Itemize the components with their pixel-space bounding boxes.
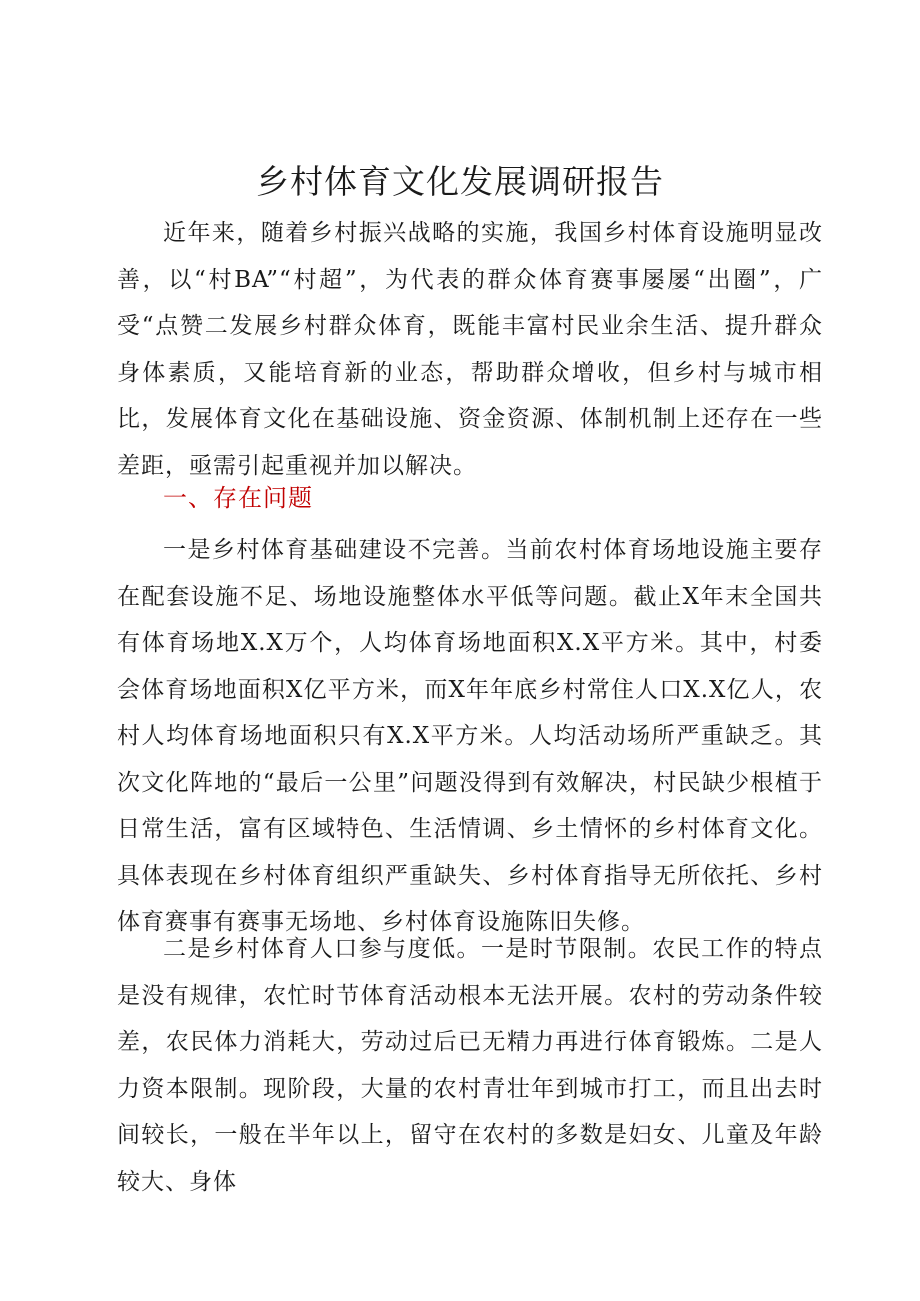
intro-paragraph: 近年来，随着乡村振兴战略的实施，我国乡村体育设施明显改善，以“村BA”“村超”，为代表的群众体育赛事屡屡“出圈”，广受“点赞二发展乡村群众体育，既能丰富村民业余生活、提升群众身体素质，又能培育新的业态，帮助群众增收，但乡村与城市相比，发展体育文化在基础设施、资金资源、体制机制上还存在一些差距，亟需引起重视并加以解决。 (117, 220, 823, 479)
body-paragraph-1: 一是乡村体育基础建设不完善。当前农村体育场地设施主要存在配套设施不足、场地设施整体水平低等问题。截止X年末全国共有体育场地X.X万个，人均体育场地面积X.X平方米。其中，村委会体育场地面积X亿平方米，而X年年底乡村常住人口X.X亿人，农村人均体育场地面积只有X.X平方米。人均活动场所严重缺乏。其次文化阵地的“最后一公里”问题没得到有效解决，村民缺少根植于日常生活，富有区域特色、生活情调、乡土情怀的乡村体育文化。具体表现在乡村体育组织严重缺失、乡村体育指导无所依托、乡村体育赛事有赛事无场地、乡村体育设施陈旧失修。 (117, 537, 823, 935)
body-paragraph-2: 二是乡村体育人口参与度低。一是时节限制。农民工作的特点是没有规律，农忙时节体育活动根本无法开展。农村的劳动条件较差，农民体力消耗大，劳动过后已无精力再进行体育锻炼。二是人力资本限制。现阶段，大量的农村青壮年到城市打工，而且出去时间较长，一般在半年以上，留守在农村的多数是妇女、儿童及年龄较大、身体 (117, 936, 823, 1195)
document-title: 乡村体育文化发展调研报告 (256, 162, 664, 201)
section-heading: 一、存在问题 (163, 484, 313, 512)
